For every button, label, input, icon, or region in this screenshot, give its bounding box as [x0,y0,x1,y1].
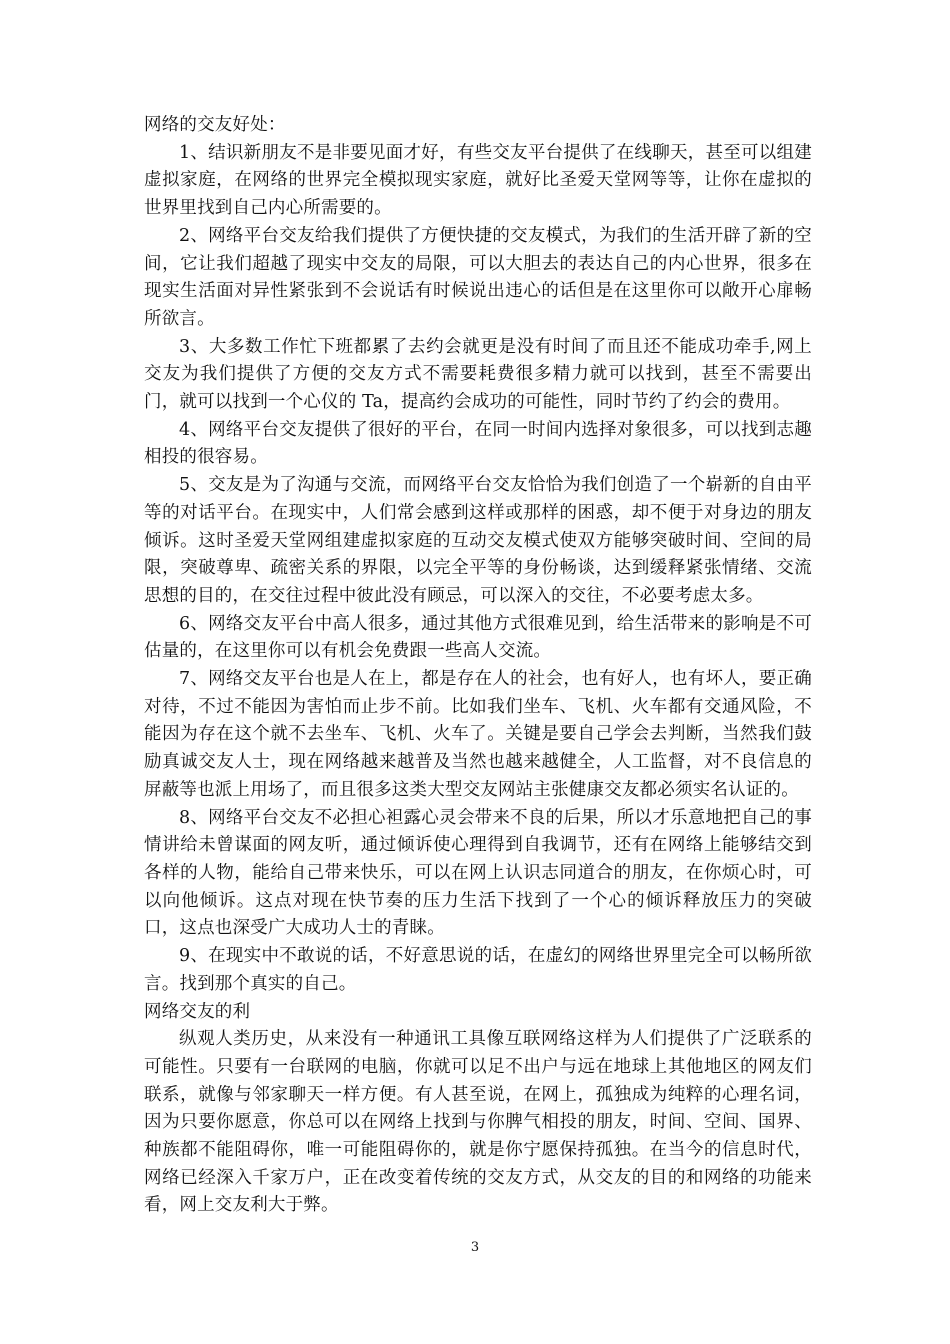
list-item-9: 9、在现实中不敢说的话，不好意思说的话，在虚幻的网络世界里完全可以畅所欲言。找到那个真实的自己。 [144,946,812,994]
document-body [144,112,812,1220]
advantages-paragraph: 纵观人类历史，从来没有一种通讯工具像互联网络这样为人们提供了广泛联系的可能性。只要有一台联网的电脑，你就可以足不出户与远在地球上其他地区的网友们联系，就像与邻家聊天一样方便。有人甚至说，在网上，孤独成为纯粹的心理名词，因为只要你愿意，你总可以在网络上找到与你脾气相投的朋友，时间、空间、国界、种族都不能阻碍你，唯一可能阻碍你的，就是你宁愿保持孤独。在当今的信息时代，网络已经深入千家万户，正在改变着传统的交友方式，从交友的目的和网络的功能来看，网上交友利大于弊。 [144,1029,812,1216]
list-item-3: 3、大多数工作忙下班都累了去约会就更是没有时间了而且还不能成功牵手,网上交友为我们提供了方便的交友方式不需要耗费很多精力就可以找到，甚至不需要出门，就可以找到一个心仪的 Ta，提高约会成功的可能性，同时节约了约会的费用。 [144,336,812,413]
list-item-5: 5、交友是为了沟通与交流，而网络平台交友恰恰为我们创造了一个崭新的自由平等的对话平台。在现实中，人们常会感到这样或那样的困惑，却不便于对身边的朋友倾诉。这时圣爱天堂网组建虚拟家庭的互动交友模式使双方能够突破时间、空间的局限，突破尊卑、疏密关系的界限，以完全平等的身份畅谈，达到缓释紧张情绪、交流思想的目的，在交往过程中彼此没有顾忌，可以深入的交往，不必要考虑太多。 [144,475,812,606]
list-item-2: 2、网络平台交友给我们提供了方便快捷的交友模式，为我们的生活开辟了新的空间，它让我们超越了现实中交友的局限，可以大胆去的表达自己的内心世界，很多在现实生活面对异性紧张到不会说话有时候说出违心的话但是在这里你可以敞开心扉畅所欲言。 [144,225,812,329]
section-heading-advantages: 网络交友的利 [144,1001,251,1022]
list-item-7: 7、网络交友平台也是人在上，都是存在人的社会，也有好人，也有坏人，要正确对待，不过不能因为害怕而止步不前。比如我们坐车、飞机、火车都有交通风险，不能因为存在这个就不去坐车、飞机、火车了。关键是要自己学会去判断，当然我们鼓励真诚交友人士，现在网络越来越普及当然也越来越健全，人工监督，对不良信息的屏蔽等也派上用场了，而且很多这类大型交友网站主张健康交友都必须实名认证的。 [144,669,812,800]
page-number: 3 [470,1240,480,1255]
section-heading-benefits: 网络的交友好处： [144,115,286,135]
list-item-6: 6、网络交友平台中高人很多，通过其他方式很难见到，给生活带来的影响是不可估量的，在这里你可以有机会免费跟一些高人交流。 [144,613,812,662]
list-item-8: 8、网络平台交友不必担心袒露心灵会带来不良的后果，所以才乐意地把自己的事情讲给未曾谋面的网友听，通过倾诉使心理得到自我调节，还有在网络上能够结交到各样的人物，能给自己带来快乐，可以在网上认识志同道合的朋友，在你烦心时，可以向他倾诉。这点对现在快节奏的压力生活下找到了一个心的倾诉释放压力的突破口，这点也深受广大成功人士的青睐。 [144,807,812,939]
list-item-1: 1、结识新朋友不是非要见面才好，有些交友平台提供了在线聊天，甚至可以组建虚拟家庭，在网络的世界完全模拟现实家庭，就好比圣爱天堂网等等，让你在虚拟的世界里找到自己内心所需要的。 [144,142,812,219]
list-item-4: 4、网络平台交友提供了很好的平台，在同一时间内选择对象很多，可以找到志趣相投的很容易。 [144,419,812,468]
